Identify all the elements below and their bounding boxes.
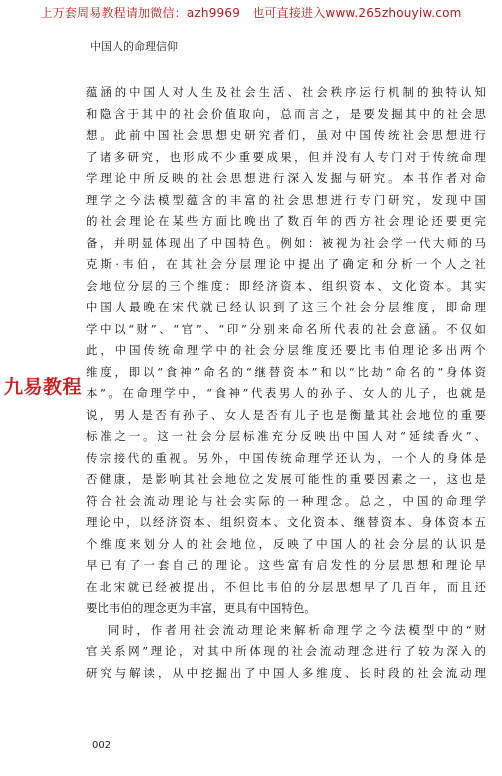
body-text [86, 82, 486, 684]
text-line: 学理论中所反映的社会思想进行深入发掘与研究。本书作者对命 [86, 171, 486, 185]
text-line: 否健康，是影响其社会地位之发展可能性的重要因素之一，这也是 [86, 472, 486, 486]
text-line: 本”。在命理学中，“食神”代表男人的孙子、女人的儿子，也就是 [86, 386, 486, 400]
text-line: 了诸多研究，也形成不少重要成果，但并没有人专门对于传统命理 [86, 149, 486, 164]
page-number: 002 [92, 740, 112, 751]
text-line: 此，中国传统命理学中的社会分层维度还要比韦伯理论多出两个 [86, 343, 486, 357]
text-line: 早已有了一套自己的理论。这些富有启发性的分层思想和理论早 [86, 558, 486, 572]
text-line: 要比韦伯的理念更为丰富，更具有中国特色。 [86, 601, 316, 615]
text-line: 同时，作者用社会流动理论来解析命理学之今法模型中的“财 [108, 622, 486, 637]
text-line: 官关系网”理论，对其中所体现的社会流动理念进行了较为深入的 [86, 644, 486, 658]
text-line: 克斯·韦伯，在其社会分层理论中提出了确定和分析一个人之社 [86, 257, 486, 271]
text-line: 和隐含于其中的社会价值取向，总而言之，是要发掘其中的社会思 [86, 106, 486, 121]
text-line: 研究与解读，从中挖掘出了中国人多维度、长时段的社会流动理 [86, 665, 486, 680]
text-line: 个维度来划分人的社会地位，反映了中国人的社会分层的认识是 [86, 536, 486, 551]
text-line: 会地位分层的三个维度：即经济资本、组织资本、文化资本。其实 [86, 278, 486, 293]
watermark-logo: 九易教程 [2, 372, 86, 399]
text-line: 维度，即以“食神”命名的“继替资本”和以“比劫”命名的“身体资 [86, 364, 486, 379]
text-line: 的社会理论在某些方面比晚出了数百年的西方社会理论还要更完 [86, 214, 486, 228]
text-line: 说，男人是否有孙子、女人是否有儿子也是衡量其社会地位的重要 [86, 407, 486, 422]
text-line: 蕴涵的中国人对人生及社会生活、社会秩序运行机制的独特认知 [86, 85, 486, 99]
text-line: 备，并明显体现出了中国特色。例如：被视为社会学一代大师的马 [86, 235, 486, 250]
text-line: 在北宋就已经被提出，不但比韦伯的分层思想早了几百年，而且还 [86, 579, 486, 594]
text-line: 符合社会流动理论与社会实际的一种理念。总之，中国的命理学 [86, 493, 486, 508]
promo-banner: 上万套周易教程请加微信：azh9969 也可直接进入www.265zhouyiw.com [40, 6, 462, 20]
running-header: 中国人的命理信仰 [90, 40, 178, 53]
text-line: 理学之今法模型蕴含的丰富的社会思想进行专门研究，发现中国 [86, 192, 486, 207]
text-line: 理论中，以经济资本、组织资本、文化资本、继替资本、身体资本五 [86, 515, 486, 529]
text-line: 学中以“财”、“官”、“印”分别来命名所代表的社会意涵。不仅如 [86, 321, 486, 336]
text-line: 想。此前中国社会思想史研究者们，虽对中国传统社会思想进行 [86, 128, 486, 142]
text-line: 中国人最晚在宋代就已经认识到了这三个社会分层维度，即命理 [86, 300, 486, 314]
text-line: 标准之一。这一社会分层标准充分反映出中国人对“延续香火”、 [86, 429, 486, 443]
text-line: 传宗接代的重视。另外，中国传统命理学还认为，一个人的身体是 [86, 450, 486, 465]
